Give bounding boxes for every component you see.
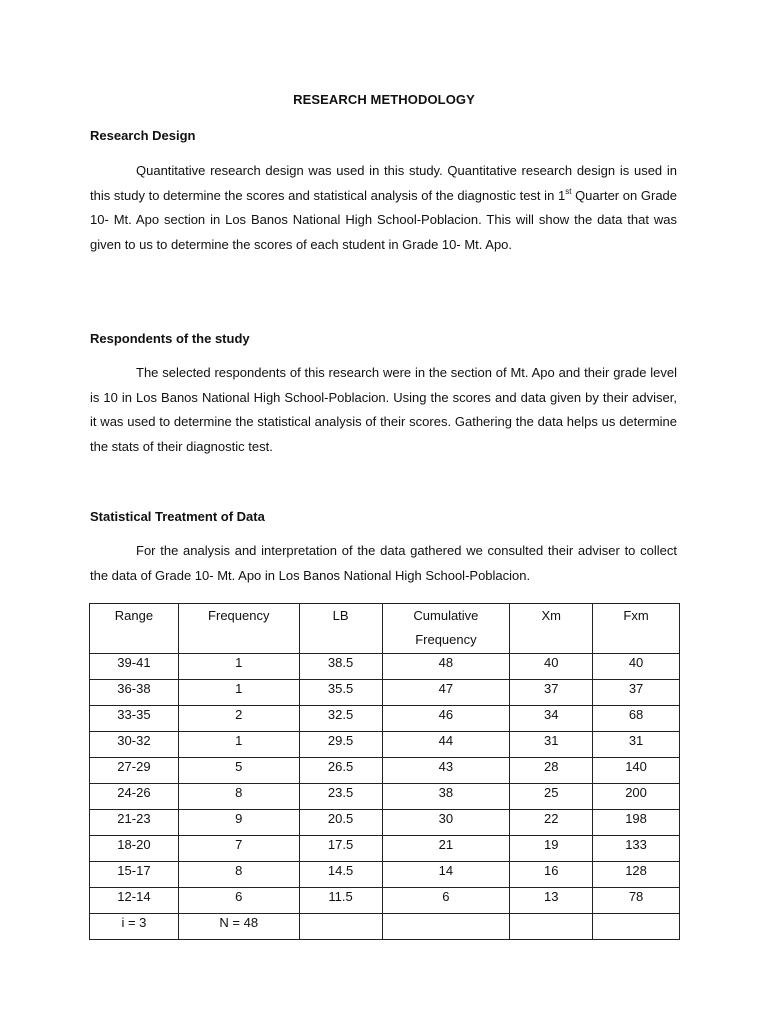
table-row (90, 758, 680, 784)
table-header-row (90, 604, 680, 654)
cell-lb: 38.5 (299, 654, 382, 680)
cell-lb: 29.5 (299, 732, 382, 758)
cell-xm: 13 (510, 888, 593, 914)
cell-xm: 31 (510, 732, 593, 758)
cell-cumulative: 48 (382, 654, 510, 680)
cell-fxm: 37 (593, 680, 680, 706)
paragraph-respondents: The selected respondents of this research were in the section of Mt. Apo and their grade level is 10 in Los Banos National High School-Poblacion. Using the scores and data given by their adviser, it was used to determine the statistical analysis of their scores. Gathering the data helps us determine the stats of their diagnostic test. (90, 365, 677, 454)
cell-fxm: 68 (593, 706, 680, 732)
table-footer-row (90, 914, 680, 940)
cell-range: 30-32 (90, 732, 179, 758)
table-row (90, 836, 680, 862)
header-range: Range (90, 604, 179, 654)
cell-xm: 16 (510, 862, 593, 888)
cell-lb: 32.5 (299, 706, 382, 732)
cell-cumulative: 44 (382, 732, 510, 758)
cell-lb: 11.5 (299, 888, 382, 914)
page-title: RESEARCH METHODOLOGY (293, 92, 475, 107)
cell-fxm: 78 (593, 888, 680, 914)
cell-fxm: 133 (593, 836, 680, 862)
paragraph-research-design (90, 159, 677, 257)
cell-empty (510, 914, 593, 940)
table-row (90, 862, 680, 888)
header-frequency: Frequency (178, 604, 299, 654)
paragraph-statistical-treatment: For the analysis and interpretation of the data gathered we consulted their adviser to collect the data of Grade 10- Mt. Apo in Los Banos National High School-Poblacion. (90, 543, 677, 583)
heading-respondents: Respondents of the study (90, 331, 250, 346)
cell-xm: 34 (510, 706, 593, 732)
table-row (90, 680, 680, 706)
cell-frequency: 1 (178, 654, 299, 680)
cell-range: 39-41 (90, 654, 179, 680)
cell-empty (593, 914, 680, 940)
cell-cumulative: 30 (382, 810, 510, 836)
cell-fxm: 140 (593, 758, 680, 784)
header-cumulative-frequency (382, 604, 510, 654)
paragraph-research-design-part2: Quarter on Grade 10- Mt. Apo section in Los Banos National High School-Poblacion. This will show the data that was given to us to determine the scores of each student in Grade 10- Mt. Apo. (90, 187, 678, 252)
cell-cumulative: 43 (382, 758, 510, 784)
cell-lb: 23.5 (299, 784, 382, 810)
cell-lb: 26.5 (299, 758, 382, 784)
cell-xm: 22 (510, 810, 593, 836)
cell-fxm: 200 (593, 784, 680, 810)
cell-frequency: 6 (178, 888, 299, 914)
table-row (90, 810, 680, 836)
heading-research-design: Research Design (90, 128, 196, 143)
cell-fxm: 128 (593, 862, 680, 888)
cell-xm: 19 (510, 836, 593, 862)
cell-cumulative: 47 (382, 680, 510, 706)
cell-fxm: 40 (593, 654, 680, 680)
cell-cumulative: 21 (382, 836, 510, 862)
cell-cumulative: 38 (382, 784, 510, 810)
cell-xm: 40 (510, 654, 593, 680)
header-fxm: Fxm (593, 604, 680, 654)
cell-range: 12-14 (90, 888, 179, 914)
cell-xm: 25 (510, 784, 593, 810)
cell-frequency: 1 (178, 680, 299, 706)
cell-range: 33-35 (90, 706, 179, 732)
cell-frequency: 9 (178, 810, 299, 836)
cell-empty (382, 914, 510, 940)
cell-lb: 35.5 (299, 680, 382, 706)
cell-lb: 20.5 (299, 810, 382, 836)
cell-xm: 28 (510, 758, 593, 784)
header-lb: LB (299, 604, 382, 654)
cell-lb: 17.5 (299, 836, 382, 862)
cell-cumulative: 6 (382, 888, 510, 914)
header-xm: Xm (510, 604, 593, 654)
frequency-distribution-table (89, 603, 680, 940)
cell-range: 21-23 (90, 810, 179, 836)
cell-frequency: 8 (178, 784, 299, 810)
ordinal-suffix: st (565, 186, 572, 196)
cell-frequency: 8 (178, 862, 299, 888)
cell-fxm: 198 (593, 810, 680, 836)
cell-range: 27-29 (90, 758, 179, 784)
header-cumulative-line2: Frequency (415, 632, 477, 647)
cell-class-interval: i = 3 (90, 914, 179, 940)
cell-fxm: 31 (593, 732, 680, 758)
cell-xm: 37 (510, 680, 593, 706)
cell-cumulative: 46 (382, 706, 510, 732)
cell-range: 24-26 (90, 784, 179, 810)
cell-cumulative: 14 (382, 862, 510, 888)
table-row (90, 784, 680, 810)
cell-range: 15-17 (90, 862, 179, 888)
cell-frequency: 7 (178, 836, 299, 862)
heading-statistical-treatment: Statistical Treatment of Data (90, 509, 265, 524)
cell-total-n: N = 48 (178, 914, 299, 940)
cell-lb: 14.5 (299, 862, 382, 888)
cell-range: 18-20 (90, 836, 179, 862)
table-row (90, 706, 680, 732)
paragraph-research-design-part1: Quantitative research design was used in this study. Quantitative research design is used in this study to determine the scores and statistical analysis of the diagnostic test in 1 (90, 163, 677, 203)
cell-frequency: 5 (178, 758, 299, 784)
cell-frequency: 1 (178, 732, 299, 758)
header-cumulative-line1: Cumulative (413, 608, 479, 623)
table-row (90, 654, 680, 680)
table-row (90, 732, 680, 758)
cell-range: 36-38 (90, 680, 179, 706)
cell-frequency: 2 (178, 706, 299, 732)
table-row (90, 888, 680, 914)
cell-empty (299, 914, 382, 940)
